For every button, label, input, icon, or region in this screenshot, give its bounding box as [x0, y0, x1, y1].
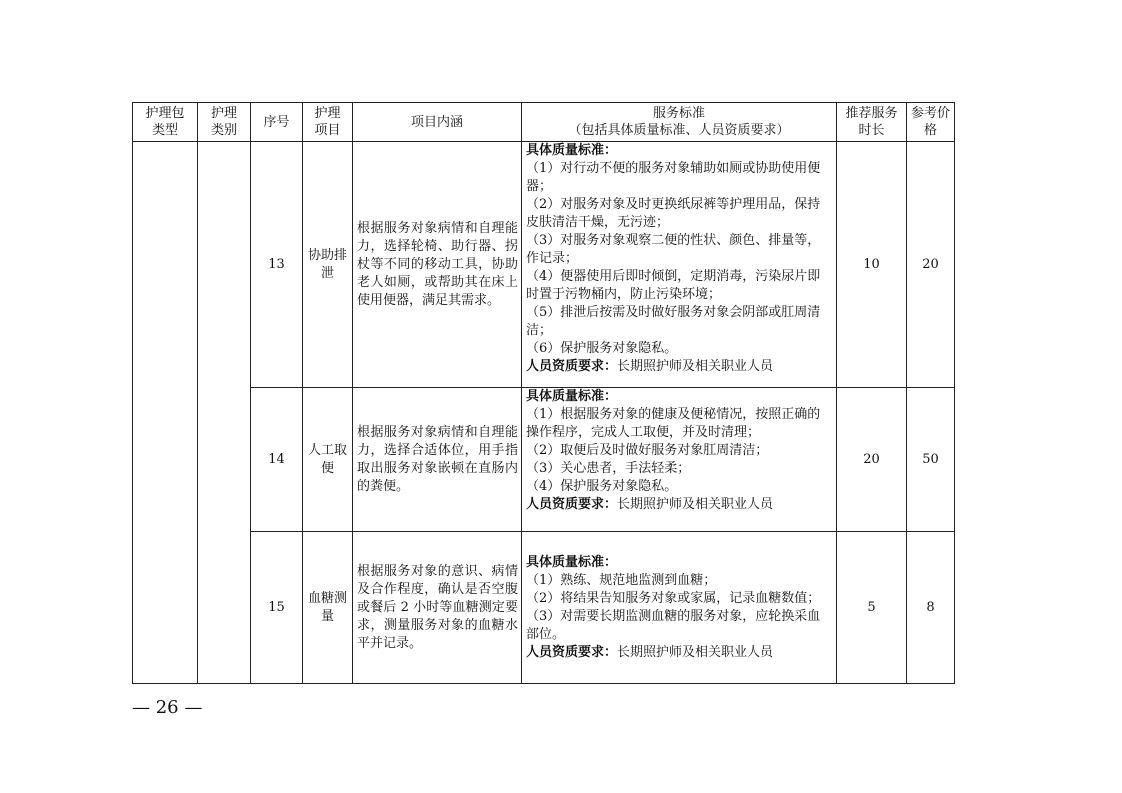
cell-seq: 15: [251, 532, 303, 684]
header-price: 参考价格: [907, 103, 955, 142]
cell-price: 8: [907, 532, 955, 684]
quality-item: （1）对行动不便的服务对象辅助如厕或协助使用便器；: [526, 161, 821, 194]
header-duration: 推荐服务 时长: [837, 103, 907, 142]
header-standard: 服务标准 （包括具体质量标准、人员资质要求）: [522, 103, 837, 142]
table-row: [133, 388, 955, 532]
quality-item: （2）取便后及时做好服务对象肛周清洁；: [526, 443, 769, 458]
cell-duration: 20: [837, 388, 907, 532]
quality-heading: 具体质量标准：: [526, 389, 618, 404]
quality-item: （4）保护服务对象隐私。: [526, 479, 678, 494]
quality-item: （3）关心患者，手法轻柔；: [526, 461, 691, 476]
staff-requirement: [526, 644, 833, 662]
staff-value: 长期照护师及相关职业人员: [617, 644, 774, 660]
cell-standard: [522, 142, 837, 388]
cell-package-type: [133, 142, 198, 684]
cell-item: 人工取 便: [303, 388, 353, 532]
quality-item: （3）对服务对象观察二便的性状、颜色、排量等，作记录；: [526, 233, 821, 266]
cell-standard: [522, 532, 837, 684]
table-header-row: [133, 103, 955, 142]
staff-requirement: [526, 496, 833, 514]
cell-duration: 5: [837, 532, 907, 684]
page-number: — 26 —: [132, 697, 203, 718]
header-seq: 序号: [251, 103, 303, 142]
cell-standard: [522, 388, 837, 532]
cell-duration: 10: [837, 142, 907, 388]
quality-item: （1）根据服务对象的健康及便秘情况，按照正确的操作程序，完成人工取便，并及时清理；: [526, 407, 821, 440]
cell-content: 根据服务对象病情和自理能力，选择合适体位，用手指取出服务对象嵌顿在直肠内的粪便。: [353, 388, 522, 532]
table-row: [133, 142, 955, 388]
quality-item: （2）对服务对象及时更换纸尿裤等护理用品，保持皮肤清洁干燥，无污迹；: [526, 197, 821, 230]
quality-heading: 具体质量标准：: [526, 554, 618, 570]
header-content: 项目内涵: [353, 103, 522, 142]
cell-seq: 13: [251, 142, 303, 388]
cell-price: 50: [907, 388, 955, 532]
staff-requirement: [526, 358, 833, 376]
cell-content: 根据服务对象病情和自理能力，选择轮椅、助行器、拐杖等不同的移动工具，协助老人如厕，或帮助其在床上使用便器，满足其需求。: [353, 142, 522, 388]
quality-item: （4）便器使用后即时倾倒，定期消毒，污染尿片即时置于污物桶内，防止污染环境；: [526, 269, 821, 302]
cell-price: 20: [907, 142, 955, 388]
cell-item: 血糖测 量: [303, 532, 353, 684]
quality-item: （1）熟练、规范地监测到血糖；: [526, 572, 717, 588]
header-package-type: 护理包 类型: [133, 103, 198, 142]
staff-label: 人员资质要求：: [526, 359, 618, 374]
quality-heading: 具体质量标准：: [526, 143, 618, 158]
staff-label: 人员资质要求：: [526, 644, 618, 660]
quality-item: （6）保护服务对象隐私。: [526, 341, 678, 356]
quality-item: （2）将结果告知服务对象或家属，记录血糖数值；: [526, 590, 821, 606]
quality-item: （5）排泄后按需及时做好服务对象会阴部或肛周清洁；: [526, 305, 821, 338]
service-standards-table: [132, 102, 955, 684]
staff-value: 长期照护师及相关职业人员: [617, 359, 774, 374]
table-row: [133, 532, 955, 684]
cell-seq: 14: [251, 388, 303, 532]
quality-item: （3）对需要长期监测血糖的服务对象，应轮换采血部位。: [526, 608, 821, 642]
header-item: 护理 项目: [303, 103, 353, 142]
header-category: 护理 类别: [198, 103, 251, 142]
cell-content: 根据服务对象的意识、病情及合作程度，确认是否空腹或餐后 2 小时等血糖测定要求，测量服务对象的血糖水平并记录。: [353, 532, 522, 684]
cell-category: [198, 142, 251, 684]
staff-value: 长期照护师及相关职业人员: [617, 497, 774, 512]
staff-label: 人员资质要求：: [526, 497, 618, 512]
cell-item: 协助排 泄: [303, 142, 353, 388]
